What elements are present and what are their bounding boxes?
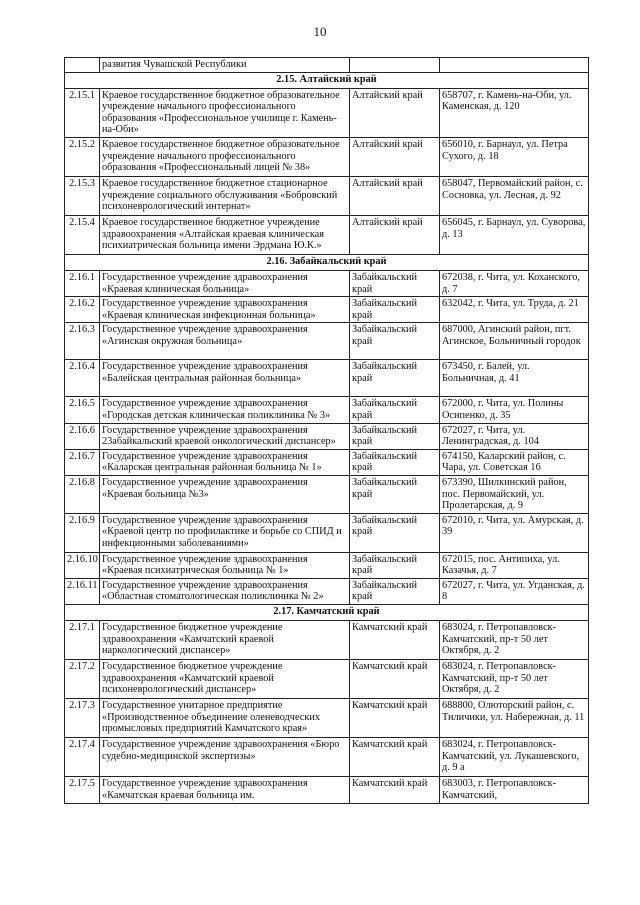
region: Забайкальский край	[350, 423, 440, 449]
section-header-row	[65, 605, 589, 621]
institutions-table-body	[65, 58, 589, 804]
institution-name: Государственное учреждение здравоохранения «Агинская окружная больница»	[100, 323, 350, 360]
table-row	[65, 699, 589, 738]
institution-name: Краевое государственное бюджетное образовательное учреждение начального профессионального образования «Профессиональное училище г. Камень-на-Оби»	[100, 88, 350, 137]
row-number: 2.16.7	[65, 449, 100, 475]
address: 672015, пос. Антипиха, ул. Казачья, д. 7	[440, 552, 589, 578]
region: Забайкальский край	[350, 323, 440, 360]
row-number: 2.16.1	[65, 270, 100, 296]
region: Камчатский край	[350, 738, 440, 777]
table-row	[65, 88, 589, 137]
address: 672027, г. Чита, ул. Угданская, д. 8	[440, 578, 589, 604]
address: 672000, г. Чита, ул. Полины Осипенко, д. 35	[440, 397, 589, 423]
region: Камчатский край	[350, 621, 440, 660]
region: Алтайский край	[350, 215, 440, 254]
row-number: 2.16.8	[65, 475, 100, 513]
institution-name: Государственное учреждение здравоохранения «Краевая больница №3»	[100, 475, 350, 513]
region: Забайкальский край	[350, 270, 440, 296]
institution-name: развития Чувашской Республики	[100, 58, 350, 73]
table-row	[65, 621, 589, 660]
row-number: 2.16.3	[65, 323, 100, 360]
institution-name: Государственное учреждение здравоохранения «Краевая клиническая больница»	[100, 270, 350, 296]
region: Забайкальский край	[350, 475, 440, 513]
region: Забайкальский край	[350, 449, 440, 475]
region: Камчатский край	[350, 777, 440, 804]
row-number: 2.15.3	[65, 176, 100, 215]
section-title: 2.15. Алтайский край	[65, 72, 589, 88]
address: 683003, г. Петропавловск-Камчатский,	[440, 777, 589, 804]
region: Забайкальский край	[350, 360, 440, 397]
table-row	[65, 423, 589, 449]
institution-name: Государственное бюджетное учреждение здравоохранения «Камчатский краевой психоневрологический диспансер»	[100, 660, 350, 699]
address: 687000, Агинский район, пгт. Агинское, Больничный городок	[440, 323, 589, 360]
row-number: 2.16.2	[65, 297, 100, 323]
region: Камчатский край	[350, 699, 440, 738]
row-number: 2.17.3	[65, 699, 100, 738]
row-number: 2.17.4	[65, 738, 100, 777]
region: Алтайский край	[350, 176, 440, 215]
institution-name: Краевое государственное бюджетное учреждение здравоохранения «Алтайская краевая клиническая психиатрическая больница имени Эрдмана Ю.К.»	[100, 215, 350, 254]
region	[350, 58, 440, 73]
address: 673450, г. Балей, ул. Больничная, д. 41	[440, 360, 589, 397]
institution-name: Государственное учреждение здравоохранения «Камчатская краевая больница им.	[100, 777, 350, 804]
region: Забайкальский край	[350, 578, 440, 604]
row-number: 2.17.5	[65, 777, 100, 804]
institution-name: Государственное учреждение здравоохранения «Областная стоматологическая поликлиника № 2»	[100, 578, 350, 604]
address: 632042, г. Чита, ул. Труда, д. 21	[440, 297, 589, 323]
address: 688800, Олюторский район, с. Тиличики, ул. Набережная, д. 11	[440, 699, 589, 738]
page-number: 10	[313, 24, 327, 39]
address: 672010, г. Чита, ул. Амурская, д. 39	[440, 513, 589, 552]
table-row	[65, 297, 589, 323]
row-number: 2.17.2	[65, 660, 100, 699]
region: Забайкальский край	[350, 552, 440, 578]
table-row	[65, 323, 589, 360]
address: 672027, г. Чита, ул. Ленинградская, д. 104	[440, 423, 589, 449]
table-row	[65, 58, 589, 73]
table-row	[65, 360, 589, 397]
region: Забайкальский край	[350, 513, 440, 552]
row-number: 2.16.11	[65, 578, 100, 604]
institutions-table	[64, 57, 589, 804]
institution-name: Государственное учреждение здравоохранения «Каларская центральная районная больница № 1»	[100, 449, 350, 475]
institution-name: Государственное учреждение здравоохранения «Краевой центр по профилактике и борьбе со СПИД и инфекционными заболеваниями»	[100, 513, 350, 552]
section-title: 2.16. Забайкальский край	[65, 254, 589, 270]
table-row	[65, 513, 589, 552]
institution-name: Государственное учреждение здравоохранения «Краевая клиническая инфекционная больница»	[100, 297, 350, 323]
address	[440, 58, 589, 73]
row-number: 2.16.5	[65, 397, 100, 423]
table-row	[65, 777, 589, 804]
section-header-row	[65, 254, 589, 270]
section-header-row	[65, 72, 589, 88]
row-number: 2.15.2	[65, 137, 100, 176]
row-number: 2.15.4	[65, 215, 100, 254]
address: 656010, г. Барнаул, ул. Петра Сухого, д. 18	[440, 137, 589, 176]
region: Забайкальский край	[350, 397, 440, 423]
table-row	[65, 578, 589, 604]
institution-name: Государственное учреждение здравоохранения «Краевая психиатрическая больница № 1»	[100, 552, 350, 578]
address: 673390, Шилкинский район, пос. Первомайский, ул. Пролетарская, д. 9	[440, 475, 589, 513]
region: Алтайский край	[350, 137, 440, 176]
row-number: 2.16.6	[65, 423, 100, 449]
row-number: 2.16.10	[65, 552, 100, 578]
section-title: 2.17. Камчатский край	[65, 605, 589, 621]
institution-name: Краевое государственное бюджетное стационарное учреждение социального обслуживания «Бобровский психоневрологический интернат»	[100, 176, 350, 215]
institution-name: Государственное учреждение здравоохранения «Городская детская клиническая поликлиника № 3»	[100, 397, 350, 423]
table-row	[65, 738, 589, 777]
institution-name: Государственное учреждение здравоохранения «Балейская центральная районная больница»	[100, 360, 350, 397]
address: 656045, г. Барнаул, ул. Суворова, д. 13	[440, 215, 589, 254]
address: 672038, г. Чита, ул. Коханского, д. 7	[440, 270, 589, 296]
institution-name: Государственное унитарное предприятие «Производственное объединение оленеводческих промысловых предприятий Камчатского края»	[100, 699, 350, 738]
table-row	[65, 215, 589, 254]
table-row	[65, 270, 589, 296]
region: Алтайский край	[350, 88, 440, 137]
table-row	[65, 552, 589, 578]
region: Забайкальский край	[350, 297, 440, 323]
row-number	[65, 58, 100, 73]
table-row	[65, 449, 589, 475]
row-number: 2.16.4	[65, 360, 100, 397]
address: 658707, г. Камень-на-Оби, ул. Каменская, д. 120	[440, 88, 589, 137]
address: 674150, Каларский район, с. Чара, ул. Советская 16	[440, 449, 589, 475]
table-row	[65, 475, 589, 513]
table-row	[65, 176, 589, 215]
institution-name: Краевое государственное бюджетное образовательное учреждение начального профессионального образования «Профессиональный лицей № 38»	[100, 137, 350, 176]
institution-name: Государственное учреждение здравоохранения «Бюро судебно-медицинской экспертизы»	[100, 738, 350, 777]
row-number: 2.17.1	[65, 621, 100, 660]
address: 683024, г. Петропавловск-Камчатский, пр-т 50 лет Октября, д. 2	[440, 660, 589, 699]
table-row	[65, 660, 589, 699]
address: 683024, г. Петропавловск-Камчатский, пр-т 50 лет Октября, д. 2	[440, 621, 589, 660]
institution-name: Государственное бюджетное учреждение здравоохранения «Камчатский краевой наркологический диспансер»	[100, 621, 350, 660]
region: Камчатский край	[350, 660, 440, 699]
address: 683024, г. Петропавловск-Камчатский, ул. Лукашевского, д. 9 а	[440, 738, 589, 777]
table-row	[65, 397, 589, 423]
row-number: 2.15.1	[65, 88, 100, 137]
institution-name: Государственное учреждение здравоохранения 23абайкальский краевой онкологический диспансер»	[100, 423, 350, 449]
address: 658047, Первомайский район, с. Сосновка, ул. Лесная, д. 92	[440, 176, 589, 215]
table-row	[65, 137, 589, 176]
row-number: 2.16.9	[65, 513, 100, 552]
